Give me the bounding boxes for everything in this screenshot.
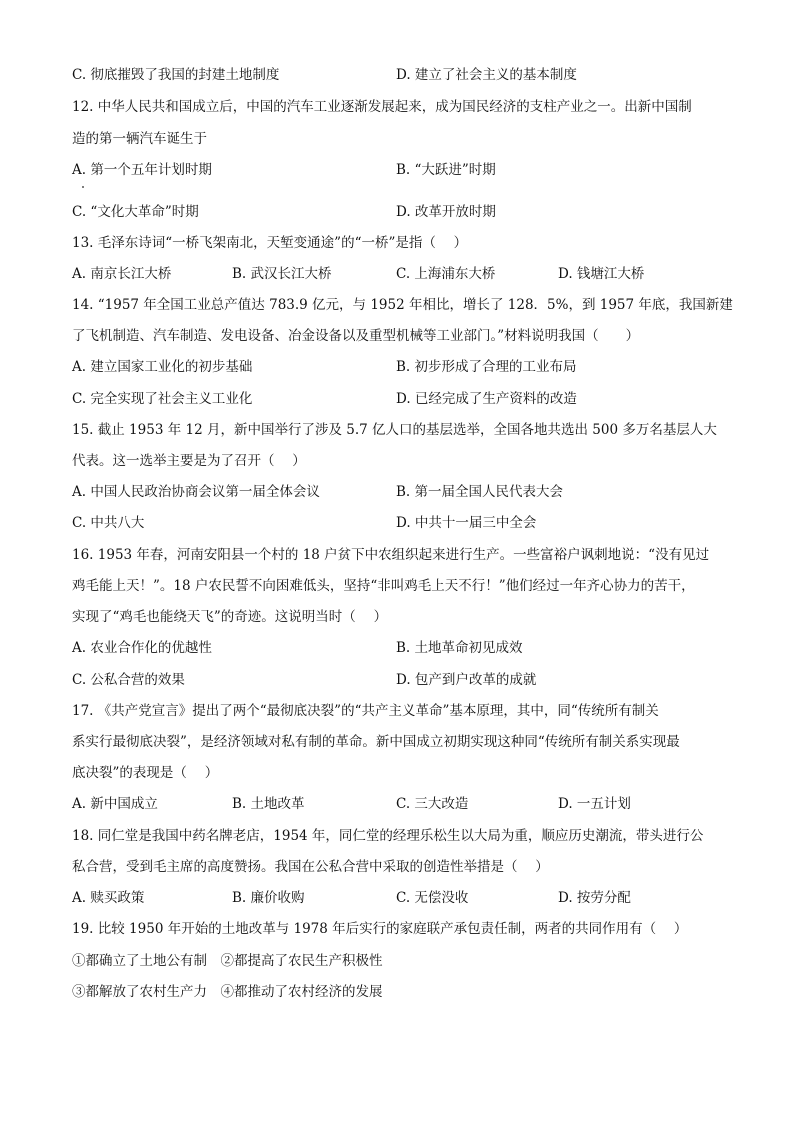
option-a: A. 第一个五年计划时期 <box>72 162 212 178</box>
q16-stem-line-2: 鸡毛能上天！”。18 户农民誓不向困难低头，坚持“非叫鸡毛上天不行！”他们经过一年齐心协力的苦干， <box>72 578 695 594</box>
option-b: B. 土地改革 <box>232 796 305 812</box>
option-d: D. 包产到户改革的成就 <box>396 672 537 688</box>
option-a: A. 赎买政策 <box>72 890 145 906</box>
option-d: D. 改革开放时期 <box>396 204 496 220</box>
q19-statement-line-2: ③都解放了农村生产力 ④都推动了农村经济的发展 <box>72 984 383 1000</box>
option-c: C. “文化大革命”时期 <box>72 204 199 220</box>
option-a: A. 中国人民政治协商会议第一届全体会议 <box>72 484 320 500</box>
option-c: C. 无偿没收 <box>396 890 469 906</box>
option-a: A. 建立国家工业化的初步基础 <box>72 359 253 375</box>
q14-options-row-cd <box>72 390 732 408</box>
option-c: C. 三大改造 <box>396 796 469 812</box>
option-c: C. 彻底摧毁了我国的封建土地制度 <box>72 67 280 83</box>
q16-stem-line-1: 16. 1953 年春，河南安阳县一个村的 18 户贫下中农组织起来进行生产。一些富裕户讽刺地说：“没有见过 <box>72 547 710 563</box>
option-c: C. 公私合营的效果 <box>72 672 185 688</box>
q17-stem-line-1: 17. 《共产党宣言》提出了两个“最彻底决裂”的“共产主义革命”基本原理，其中，同“传统所有制关 <box>72 703 659 719</box>
option-d: D. 按劳分配 <box>558 890 631 906</box>
q17-options-row <box>72 795 732 813</box>
q15-options-row-ab <box>72 483 732 501</box>
q15-stem-line-2: 代表。这一选举主要是为了召开（ ） <box>72 453 306 469</box>
q12-stem-line-1: 12. 中华人民共和国成立后，中国的汽车工业逐渐发展起来，成为国民经济的支柱产业之一。出新中国制 <box>72 99 692 115</box>
option-b: B. 初步形成了合理的工业布局 <box>396 359 577 375</box>
option-d: D. 中共十一届三中全会 <box>396 515 537 531</box>
q15-options-row-cd <box>72 514 732 532</box>
option-a: A. 农业合作化的优越性 <box>72 640 212 656</box>
q16-stem-line-3: 实现了“鸡毛也能绕天飞”的奇迹。这说明当时（ ） <box>72 609 388 625</box>
option-b: B. “大跃进”时期 <box>396 162 496 178</box>
q14-stem-line-2: 了飞机制造、汽车制造、发电设备、冶金设备以及重型机械等工业部门。”材料说明我国（ ） <box>72 328 640 344</box>
q13-options-row <box>72 265 732 283</box>
option-c: C. 完全实现了社会主义工业化 <box>72 391 253 407</box>
q14-options-row-ab <box>72 358 732 376</box>
option-c: C. 中共八大 <box>72 515 145 531</box>
option-d: D. 已经完成了生产资料的改造 <box>396 391 577 407</box>
option-b: B. 第一届全国人民代表大会 <box>396 484 564 500</box>
option-d: D. 钱塘江大桥 <box>558 266 645 282</box>
q17-stem-line-2: 系实行最彻底决裂”，是经济领域对私有制的革命。新中国成立初期实现这种同“传统所有制关系实现最 <box>72 734 680 750</box>
q19-statement-line-1: ①都确立了土地公有制 ②都提高了农民生产积极性 <box>72 953 383 969</box>
q11-options-row-cd <box>72 66 732 84</box>
option-b: B. 武汉长江大桥 <box>232 266 332 282</box>
q18-stem-line-1: 18. 同仁堂是我国中药名牌老店，1954 年，同仁堂的经理乐松生以大局为重，顺应历史潮流，带头进行公 <box>72 828 704 844</box>
option-d: D. 建立了社会主义的基本制度 <box>396 67 577 83</box>
option-a: A. 南京长江大桥 <box>72 266 172 282</box>
q12-options-row-cd <box>72 203 732 221</box>
q16-options-row-cd <box>72 671 732 689</box>
q12-stem-line-2: 造的第一辆汽车诞生于 <box>72 131 207 147</box>
option-b: B. 廉价收购 <box>232 890 305 906</box>
stray-dot-mark <box>82 186 84 188</box>
option-a: A. 新中国成立 <box>72 796 158 812</box>
q19-stem-line-1: 19. 比较 1950 年开始的土地改革与 1978 年后实行的家庭联产承包责任制，两者的共同作用有（ ） <box>72 921 688 937</box>
q17-stem-line-3: 底决裂”的表现是（ ） <box>72 765 219 781</box>
q15-stem-line-1: 15. 截止 1953 年 12 月，新中国举行了涉及 5.7 亿人口的基层选举，全国各地共选出 500 多万名基层人大 <box>72 422 717 438</box>
q12-options-row-ab <box>72 161 732 179</box>
q18-options-row <box>72 889 732 907</box>
q13-stem-line-1: 13. 毛泽东诗词“一桥飞架南北，天堑变通途”的“一桥”是指（ ） <box>72 235 468 251</box>
q14-stem-line-1: 14. “1957 年全国工业总产值达 783.9 亿元，与 1952 年相比，增长了 128．5%，到 1957 年底，我国新建 <box>72 297 733 313</box>
q16-options-row-ab <box>72 639 732 657</box>
q18-stem-line-2: 私合营，受到毛主席的高度赞扬。我国在公私合营中采取的创造性举措是（ ） <box>72 859 549 875</box>
option-b: B. 土地革命初见成效 <box>396 640 523 656</box>
option-c: C. 上海浦东大桥 <box>396 266 496 282</box>
option-d: D. 一五计划 <box>558 796 631 812</box>
